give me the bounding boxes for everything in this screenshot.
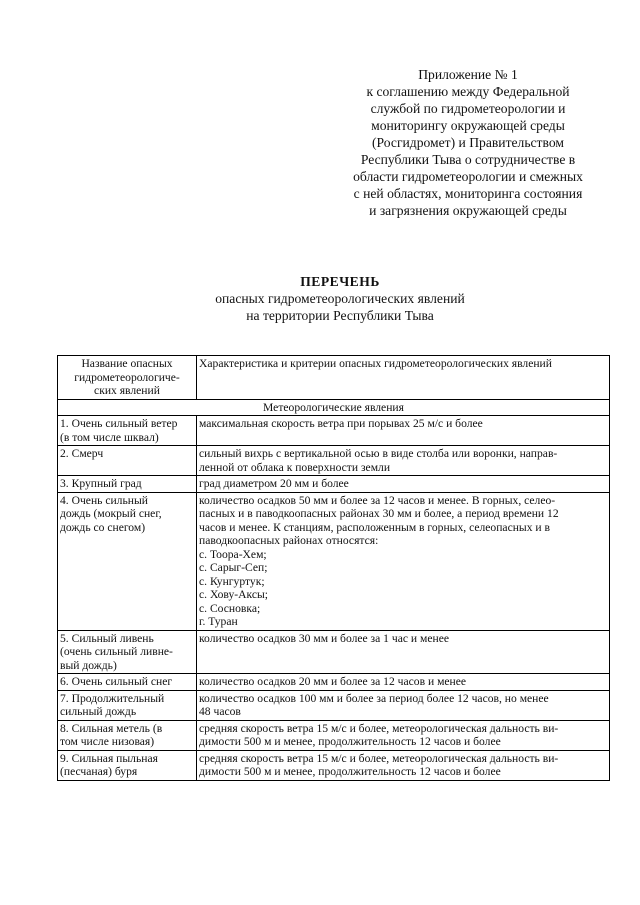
header-name-line: ских явлений <box>94 384 160 397</box>
hazard-criteria-cell <box>197 750 610 780</box>
table-row <box>58 476 610 493</box>
hazard-criteria-line: количество осадков 50 мм и более за 12 часов и менее. В горных, селео- <box>199 493 556 507</box>
hazard-name-cell <box>58 416 197 446</box>
hazard-name-line: 4. Очень сильный <box>60 493 148 507</box>
hazard-criteria-cell <box>197 630 610 674</box>
table-row <box>58 720 610 750</box>
table-row <box>58 690 610 720</box>
appendix-line: к соглашению между Федеральной <box>366 84 570 99</box>
appendix-note <box>338 66 598 219</box>
appendix-line: области гидрометеорологии и смежных <box>353 169 583 184</box>
header-name-line: гидрометеорологиче- <box>74 370 180 384</box>
hazard-criteria-line: димости 500 м и менее, продолжительность 12 часов и более <box>199 735 501 748</box>
appendix-line: Приложение № 1 <box>418 67 518 82</box>
hazard-criteria-line: сильный вихрь с вертикальной осью в виде столба или воронки, направ- <box>199 447 558 460</box>
hazard-name-line: том числе низовая) <box>60 735 155 748</box>
section-title: Метеорологические явления <box>58 399 610 416</box>
hazard-name-cell <box>58 690 197 720</box>
table-row <box>58 674 610 691</box>
hazard-name-line: 1. Очень сильный ветер <box>60 417 178 430</box>
appendix-line: с ней областях, мониторинга состояния <box>353 186 583 201</box>
hazard-name-cell <box>58 720 197 750</box>
hazard-criteria-line: с. Тоора-Хем; <box>199 547 267 561</box>
appendix-line: (Росгидромет) и Правительством <box>372 135 564 150</box>
table-row <box>58 446 610 476</box>
hazard-criteria-cell <box>197 416 610 446</box>
hazard-criteria-line: г. Туран <box>199 615 238 628</box>
hazard-name-cell <box>58 630 197 674</box>
table-row <box>58 492 610 630</box>
hazard-name-line: 6. Очень сильный снег <box>60 675 173 688</box>
hazard-name-line: 5. Сильный ливень <box>60 631 154 645</box>
hazard-criteria-line: максимальная скорость ветра при порывах 25 м/с и более <box>199 417 483 430</box>
hazard-name-line: 8. Сильная метель (в <box>60 721 163 735</box>
hazard-criteria-line: с. Сосновка; <box>199 601 261 615</box>
hazard-criteria-line: количество осадков 100 мм и более за период более 12 часов, но менее <box>199 691 549 705</box>
table-row <box>58 750 610 780</box>
appendix-line: мониторингу окружающей среды <box>371 118 565 133</box>
hazard-name-line: сильный дождь <box>60 705 137 718</box>
hazard-criteria-line: ленной от облака к поверхности земли <box>199 460 391 474</box>
appendix-line: и загрязнения окружающей среды <box>369 203 567 218</box>
hazard-criteria-line: количество осадков 30 мм и более за 1 час и менее <box>199 631 449 645</box>
title-main: ПЕРЕЧЕНЬ <box>300 274 380 289</box>
hazard-criteria-cell <box>197 720 610 750</box>
hazard-criteria-cell <box>197 492 610 630</box>
hazard-name-line: 9. Сильная пыльная <box>60 751 158 765</box>
hazard-name-cell <box>58 476 197 493</box>
header-criteria-column: Характеристика и критерии опасных гидрометеорологических явлений <box>197 356 610 400</box>
appendix-line: Республики Тыва о сотрудничестве в <box>360 152 576 167</box>
hazard-name-line: дождь (мокрый снег, <box>60 507 162 520</box>
title-subtitle-2: на территории Республики Тыва <box>246 308 434 323</box>
hazard-criteria-cell <box>197 690 610 720</box>
title-subtitle-1: опасных гидрометеорологических явлений <box>215 291 465 306</box>
hazard-criteria-line: 48 часов <box>199 705 241 718</box>
table-row <box>58 630 610 674</box>
hazard-criteria-line: с. Сарыг-Сеп; <box>199 561 268 574</box>
hazard-name-line: (песчаная) буря <box>60 765 138 778</box>
hazard-name-line: (очень сильный ливне- <box>60 645 173 658</box>
table-row <box>58 416 610 446</box>
hazard-name-line: 7. Продолжительный <box>60 691 165 705</box>
hazard-name-line: 3. Крупный град <box>60 477 142 490</box>
hazard-criteria-line: с. Хову-Аксы; <box>199 588 268 601</box>
hazard-criteria-cell <box>197 674 610 691</box>
header-name-line: Название опасных <box>81 357 173 370</box>
table-header-row <box>58 356 610 400</box>
hazard-name-cell <box>58 492 197 630</box>
hazard-name-line: 2. Смерч <box>60 447 104 460</box>
hazard-criteria-line: димости 500 м и менее, продолжительность 12 часов и более <box>199 765 501 778</box>
hazard-criteria-line: средняя скорость ветра 15 м/с и более, метеорологическая дальность ви- <box>199 721 559 735</box>
hazard-criteria-line: с. Кунгуртук; <box>199 574 265 588</box>
hazard-name-cell <box>58 674 197 691</box>
header-name-column <box>58 356 197 400</box>
hazard-criteria-line: средняя скорость ветра 15 м/с и более, метеорологическая дальность ви- <box>199 751 559 765</box>
section-row <box>58 399 610 416</box>
hazard-criteria-line: град диаметром 20 мм и более <box>199 477 349 490</box>
hazard-name-cell <box>58 750 197 780</box>
document-title <box>150 273 530 324</box>
hazard-criteria-line: часов и менее. К станциям, расположенным в горных, селеопасных и в <box>199 520 550 534</box>
hazard-criteria-cell <box>197 446 610 476</box>
hazard-criteria-cell <box>197 476 610 493</box>
hazard-name-line: вый дождь) <box>60 658 117 672</box>
hazards-table <box>57 355 610 781</box>
hazard-criteria-line: пасных и в паводкоопасных районах 30 мм и более, а период времени 12 <box>199 507 559 520</box>
hazard-name-line: (в том числе шквал) <box>60 430 159 444</box>
hazard-name-line: дождь со снегом) <box>60 520 146 534</box>
hazard-name-cell <box>58 446 197 476</box>
hazard-criteria-line: паводкоопасных районах относятся: <box>199 534 379 547</box>
hazard-criteria-line: количество осадков 20 мм и более за 12 часов и менее <box>199 675 467 688</box>
appendix-line: службой по гидрометеорологии и <box>370 101 566 116</box>
